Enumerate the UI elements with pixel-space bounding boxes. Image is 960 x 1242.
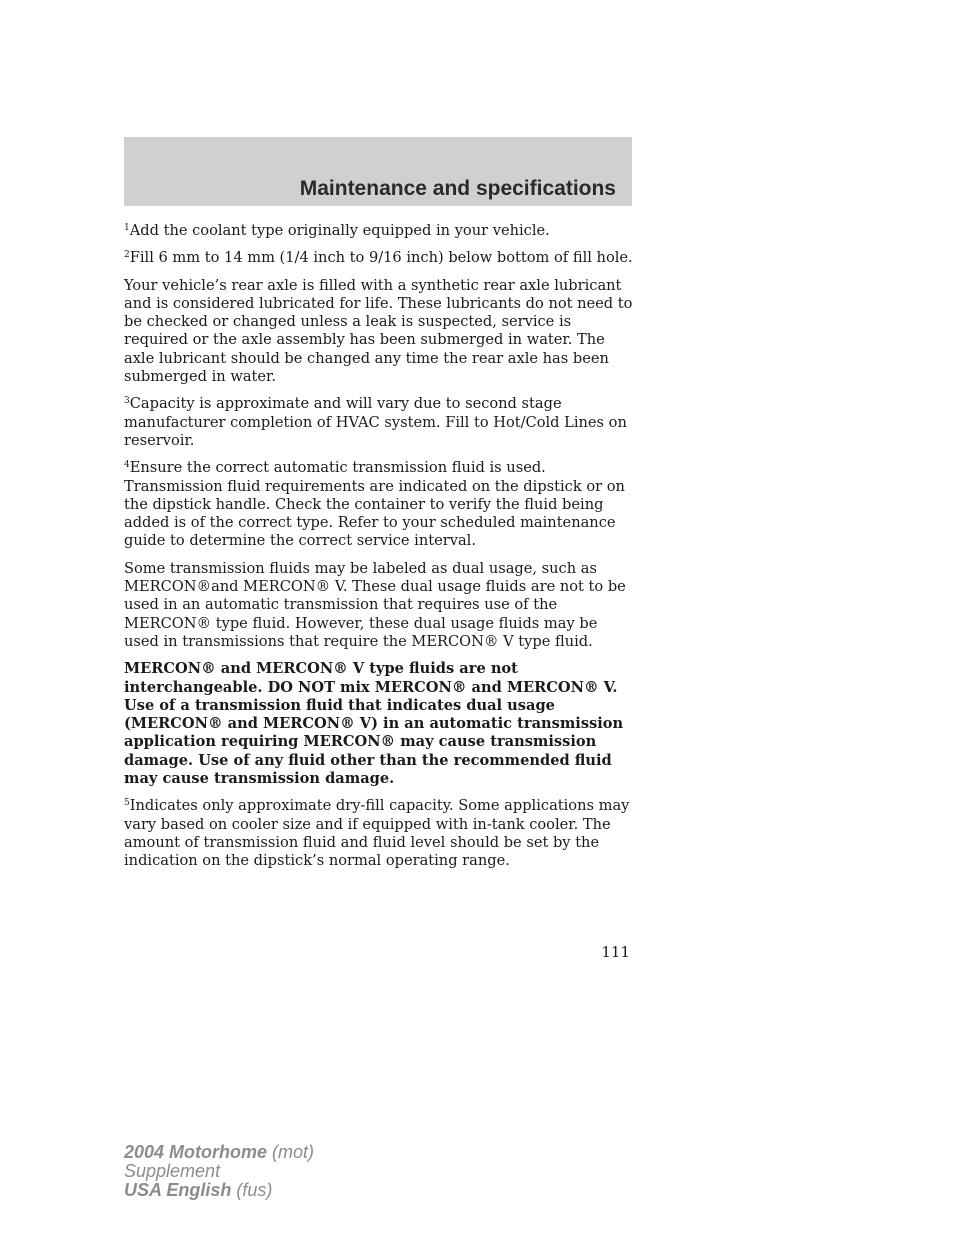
footnote-3 — [124, 395, 636, 450]
dual-usage-paragraph: Some transmission fluids may be labeled as dual usage, such as MERCON®and MERCON® V. These dual usage fluids are not to be used in an automatic transmission that requires use of the MERCON® type fluid. However, these dual usage fluids may be used in transmissions that require the MERCON® V type fluid. — [124, 559, 626, 650]
page-body — [124, 222, 636, 880]
section-header-band — [124, 137, 632, 206]
footer-line-3 — [124, 1181, 314, 1200]
document-footer — [124, 1143, 314, 1200]
footer-line-2: Supplement — [124, 1161, 221, 1181]
axle-lubricant-paragraph: Your vehicle’s rear axle is filled with a synthetic rear axle lubricant and is considered lubricated for life. These lubricants do not need to be checked or changed unless a leak is suspected, service is required or the axle assembly has been submerged in water. The axle lubricant should be changed any time the rear axle has been submerged in water. — [124, 276, 633, 386]
footnote-1 — [124, 222, 636, 240]
fluid-warning-paragraph: MERCON® and MERCON® V type fluids are not interchangeable. DO NOT mix MERCON® and MERCON® V. Use of a transmission fluid that indicates dual usage (MERCON® and MERCON® V) in an automatic transmission application requiring MERCON® may cause transmission damage. Use of any fluid other than the recommended fluid may cause transmission damage. — [124, 660, 624, 788]
page-number: 111 — [601, 943, 630, 961]
footer-language-code: (fus) — [231, 1180, 273, 1200]
footnote-2 — [124, 249, 636, 267]
footnote-marker: 4 — [124, 460, 130, 471]
footnote-marker: 5 — [124, 798, 130, 809]
footnote-text: Indicates only approximate dry-fill capacity. Some applications may vary based on cooler size and if equipped with in-tank cooler. The amount of transmission fluid and fluid level should be set by the indication on the dipstick’s normal operating range. — [124, 797, 630, 870]
footnote-marker: 2 — [124, 250, 130, 261]
footnote-text: Add the coolant type originally equipped in your vehicle. — [129, 222, 550, 239]
footer-language: USA English — [124, 1180, 232, 1200]
footnote-text: Fill 6 mm to 14 mm (1/4 inch to 9/16 inch) below bottom of fill hole. — [129, 249, 633, 267]
section-title: Maintenance and specifications — [299, 177, 616, 200]
footer-line-1 — [124, 1143, 314, 1162]
footnote-marker: 3 — [124, 396, 130, 407]
footnote-text: Ensure the correct automatic transmission fluid is used. Transmission fluid requirements are indicated on the dipstick or on the dipstick handle. Check the container to verify the fluid being added is of the correct type. Refer to your scheduled maintenance guide to determine the correct service interval. — [124, 459, 625, 550]
footnote-marker: 1 — [124, 223, 130, 233]
footnote-text: Capacity is approximate and will vary due to second stage manufacturer completion of HVAC system. Fill to Hot/Cold Lines on reservoir. — [124, 395, 627, 449]
footer-model: 2004 Motorhome — [124, 1142, 268, 1162]
footer-model-code: (mot) — [267, 1142, 315, 1162]
footnote-4 — [124, 459, 636, 550]
footnote-5 — [124, 797, 636, 870]
